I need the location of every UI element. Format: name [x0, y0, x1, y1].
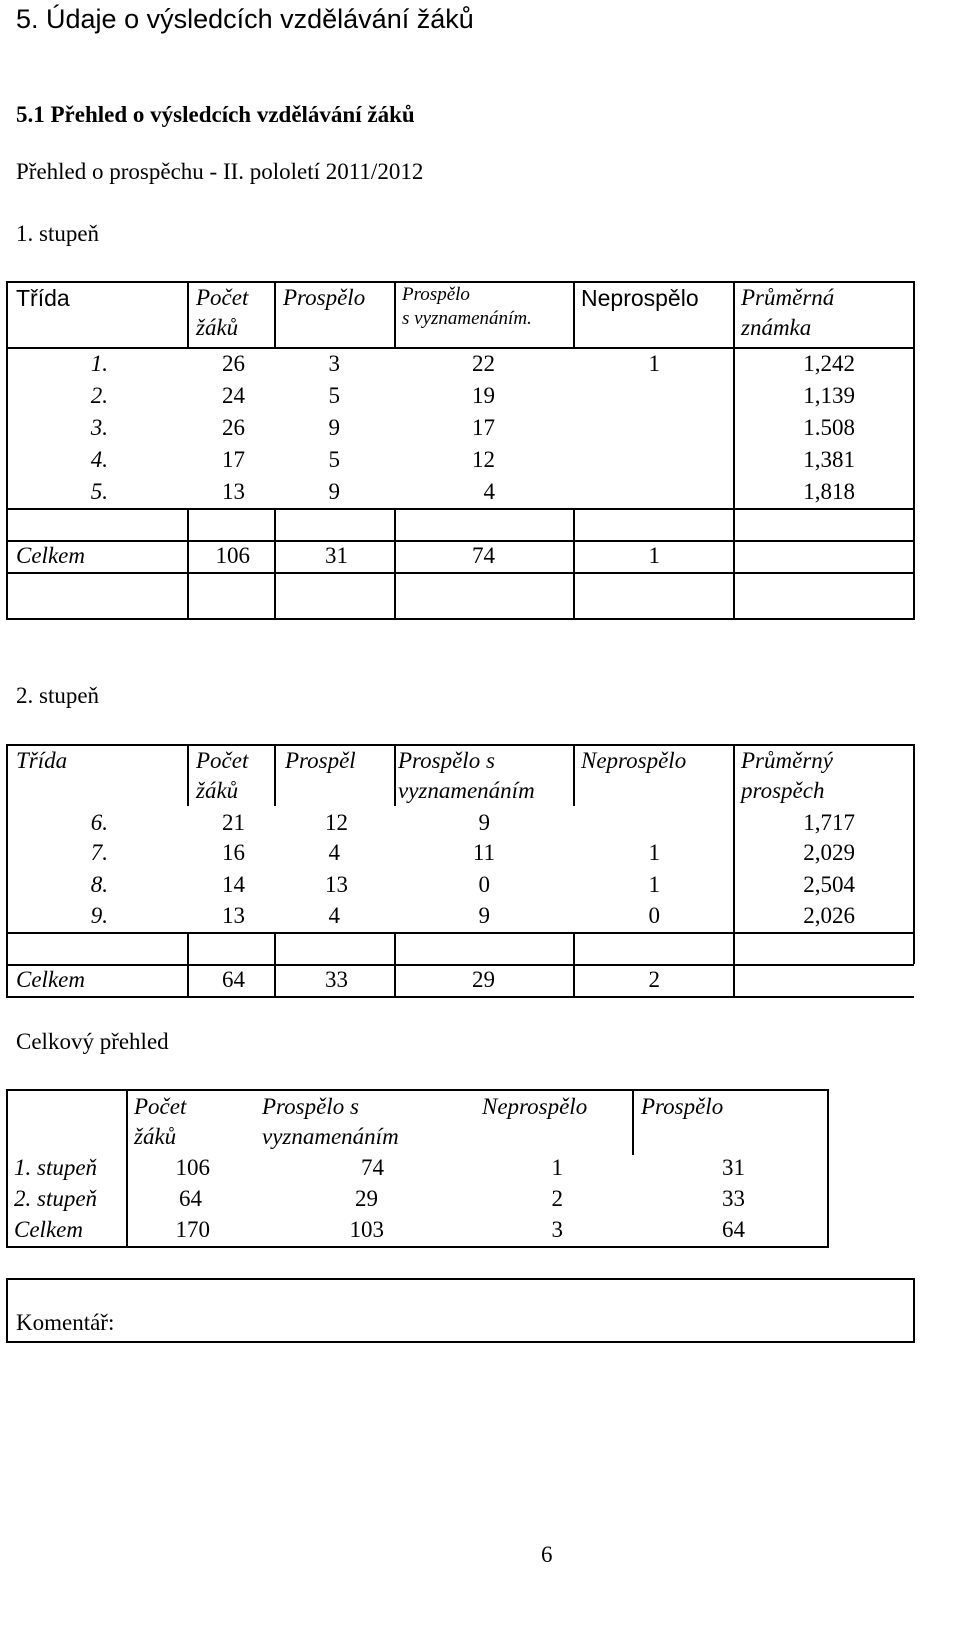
cell-pocet: 64	[179, 1186, 202, 1211]
cell-neprospelo: 3	[551, 1217, 563, 1242]
cell-prumer: 1,818	[803, 479, 855, 504]
cell-trida: 8.	[90, 872, 108, 897]
comment-box	[6, 1278, 915, 1343]
header-vyznamenanim-2: vyznamenáním	[398, 778, 535, 803]
header-prumerna: Průměrná	[741, 285, 835, 310]
cell-trida: 6.	[90, 810, 108, 835]
cell-prospelo: 64	[722, 1217, 745, 1242]
header-pocet: Počet	[196, 748, 249, 773]
header-vyznamenanim: Prospělo s	[262, 1094, 359, 1119]
cell-prumer: 2,504	[803, 872, 855, 897]
cell-trida: 1.	[90, 351, 108, 376]
header-pocet: Počet	[134, 1094, 187, 1119]
header-prospelo: Prospělo	[641, 1094, 724, 1119]
cell-neprospelo: 1	[648, 840, 660, 865]
total-label: Celkem	[16, 967, 85, 992]
total-prospelo: 33	[325, 967, 348, 992]
cell-prumer: 2,029	[803, 840, 855, 865]
cell-prospelo: 12	[325, 810, 348, 835]
cell-pocet: 21	[222, 810, 245, 835]
cell-vyzn: 103	[349, 1217, 384, 1242]
total-neprospelo: 1	[648, 543, 660, 568]
cell-prospelo: 4	[328, 903, 340, 928]
cell-prumer: 1.508	[803, 415, 855, 440]
cell-prospelo: 4	[328, 840, 340, 865]
section-heading: 5. Údaje o výsledcích vzdělávání žáků	[16, 4, 474, 34]
header-pocet-2: žáků	[196, 315, 239, 340]
cell-prospelo: 13	[325, 872, 348, 897]
cell-prumer: 2,026	[803, 903, 855, 928]
header-neprospelo: Neprospělo	[581, 285, 699, 311]
cell-neprospelo: 0	[648, 903, 660, 928]
cell-trida: 3.	[90, 415, 108, 440]
cell-prospelo: 9	[328, 479, 340, 504]
header-prumerny-2: prospěch	[741, 778, 825, 803]
cell-pocet: 16	[222, 840, 245, 865]
total-vyzn: 29	[472, 967, 495, 992]
cell-vyzn: 9	[478, 903, 490, 928]
cell-vyzn: 22	[472, 351, 495, 376]
total-vyzn: 74	[472, 543, 495, 568]
cell-pocet: 26	[222, 351, 245, 376]
page-number: 6	[541, 1542, 553, 1567]
header-prumerna-2: známka	[741, 315, 812, 340]
cell-prumer: 1,139	[803, 383, 855, 408]
cell-prospelo: 33	[722, 1186, 745, 1211]
total-label: Celkem	[16, 543, 85, 568]
summary-label: Celkový přehled	[16, 1029, 169, 1054]
comment-label: Komentář:	[16, 1310, 115, 1335]
cell-prumer: 1,242	[803, 351, 855, 376]
cell-neprospelo: 1	[648, 872, 660, 897]
cell-neprospelo: 2	[551, 1186, 563, 1211]
cell-prumer: 1,381	[803, 447, 855, 472]
cell-pocet: 106	[175, 1155, 210, 1180]
row-label: 1. stupeň	[14, 1155, 98, 1180]
header-vyznamenanim: Prospělo s	[398, 748, 495, 773]
cell-prospelo: 5	[328, 383, 340, 408]
cell-prospelo: 3	[328, 351, 340, 376]
cell-trida: 7.	[90, 840, 108, 865]
cell-pocet: 13	[222, 479, 245, 504]
cell-pocet: 13	[222, 903, 245, 928]
cell-trida: 2.	[90, 383, 108, 408]
cell-prospelo: 9	[328, 415, 340, 440]
cell-prospelo: 31	[722, 1155, 745, 1180]
cell-pocet: 14	[222, 872, 245, 897]
cell-vyzn: 0	[478, 872, 490, 897]
total-neprospelo: 2	[648, 967, 660, 992]
header-vyznamenanim-2: vyznamenáním	[262, 1124, 399, 1149]
total-prospelo: 31	[325, 543, 348, 568]
header-pocet: Počet	[196, 285, 249, 310]
cell-prospelo: 5	[328, 447, 340, 472]
cell-trida: 5.	[90, 479, 108, 504]
header-neprospelo: Neprospělo	[581, 748, 687, 773]
row-label: 2. stupeň	[14, 1186, 98, 1211]
cell-prumer: 1,717	[803, 810, 855, 835]
header-vyznamenanim-2: s vyznamenáním.	[402, 308, 532, 329]
header-trida: Třída	[16, 285, 70, 311]
header-prumerny: Průměrný	[741, 748, 833, 773]
header-vyznamenanim: Prospělo	[402, 284, 470, 305]
header-trida: Třída	[16, 748, 68, 773]
header-prospelo: Prospělo	[283, 285, 366, 310]
overview-title: Přehled o prospěchu - II. pololetí 2011/2012	[16, 159, 424, 184]
cell-trida: 4.	[90, 447, 108, 472]
cell-pocet: 170	[175, 1217, 210, 1242]
cell-trida: 9.	[90, 903, 108, 928]
subsection-heading: 5.1 Přehled o výsledcích vzdělávání žáků	[16, 102, 415, 127]
total-pocet: 64	[222, 967, 245, 992]
cell-vyzn: 4	[483, 479, 495, 504]
cell-vyzn: 11	[472, 840, 495, 865]
cell-vyzn: 17	[472, 415, 495, 440]
cell-pocet: 24	[222, 383, 245, 408]
cell-vyzn: 12	[472, 447, 495, 472]
cell-neprospelo: 1	[648, 351, 660, 376]
cell-vyzn: 74	[361, 1155, 384, 1180]
header-pocet-2: žáků	[134, 1124, 177, 1149]
cell-pocet: 17	[222, 447, 245, 472]
cell-vyzn: 9	[478, 810, 490, 835]
total-pocet: 106	[215, 543, 250, 568]
header-prospel: Prospěl	[285, 748, 356, 773]
cell-vyzn: 19	[472, 383, 495, 408]
row-label: Celkem	[14, 1217, 83, 1242]
cell-vyzn: 29	[355, 1186, 378, 1211]
header-pocet-2: žáků	[196, 778, 239, 803]
cell-neprospelo: 1	[551, 1155, 563, 1180]
stage1-label: 1. stupeň	[16, 221, 100, 246]
header-neprospelo: Neprospělo	[482, 1094, 588, 1119]
cell-pocet: 26	[222, 415, 245, 440]
stage2-label: 2. stupeň	[16, 683, 100, 708]
